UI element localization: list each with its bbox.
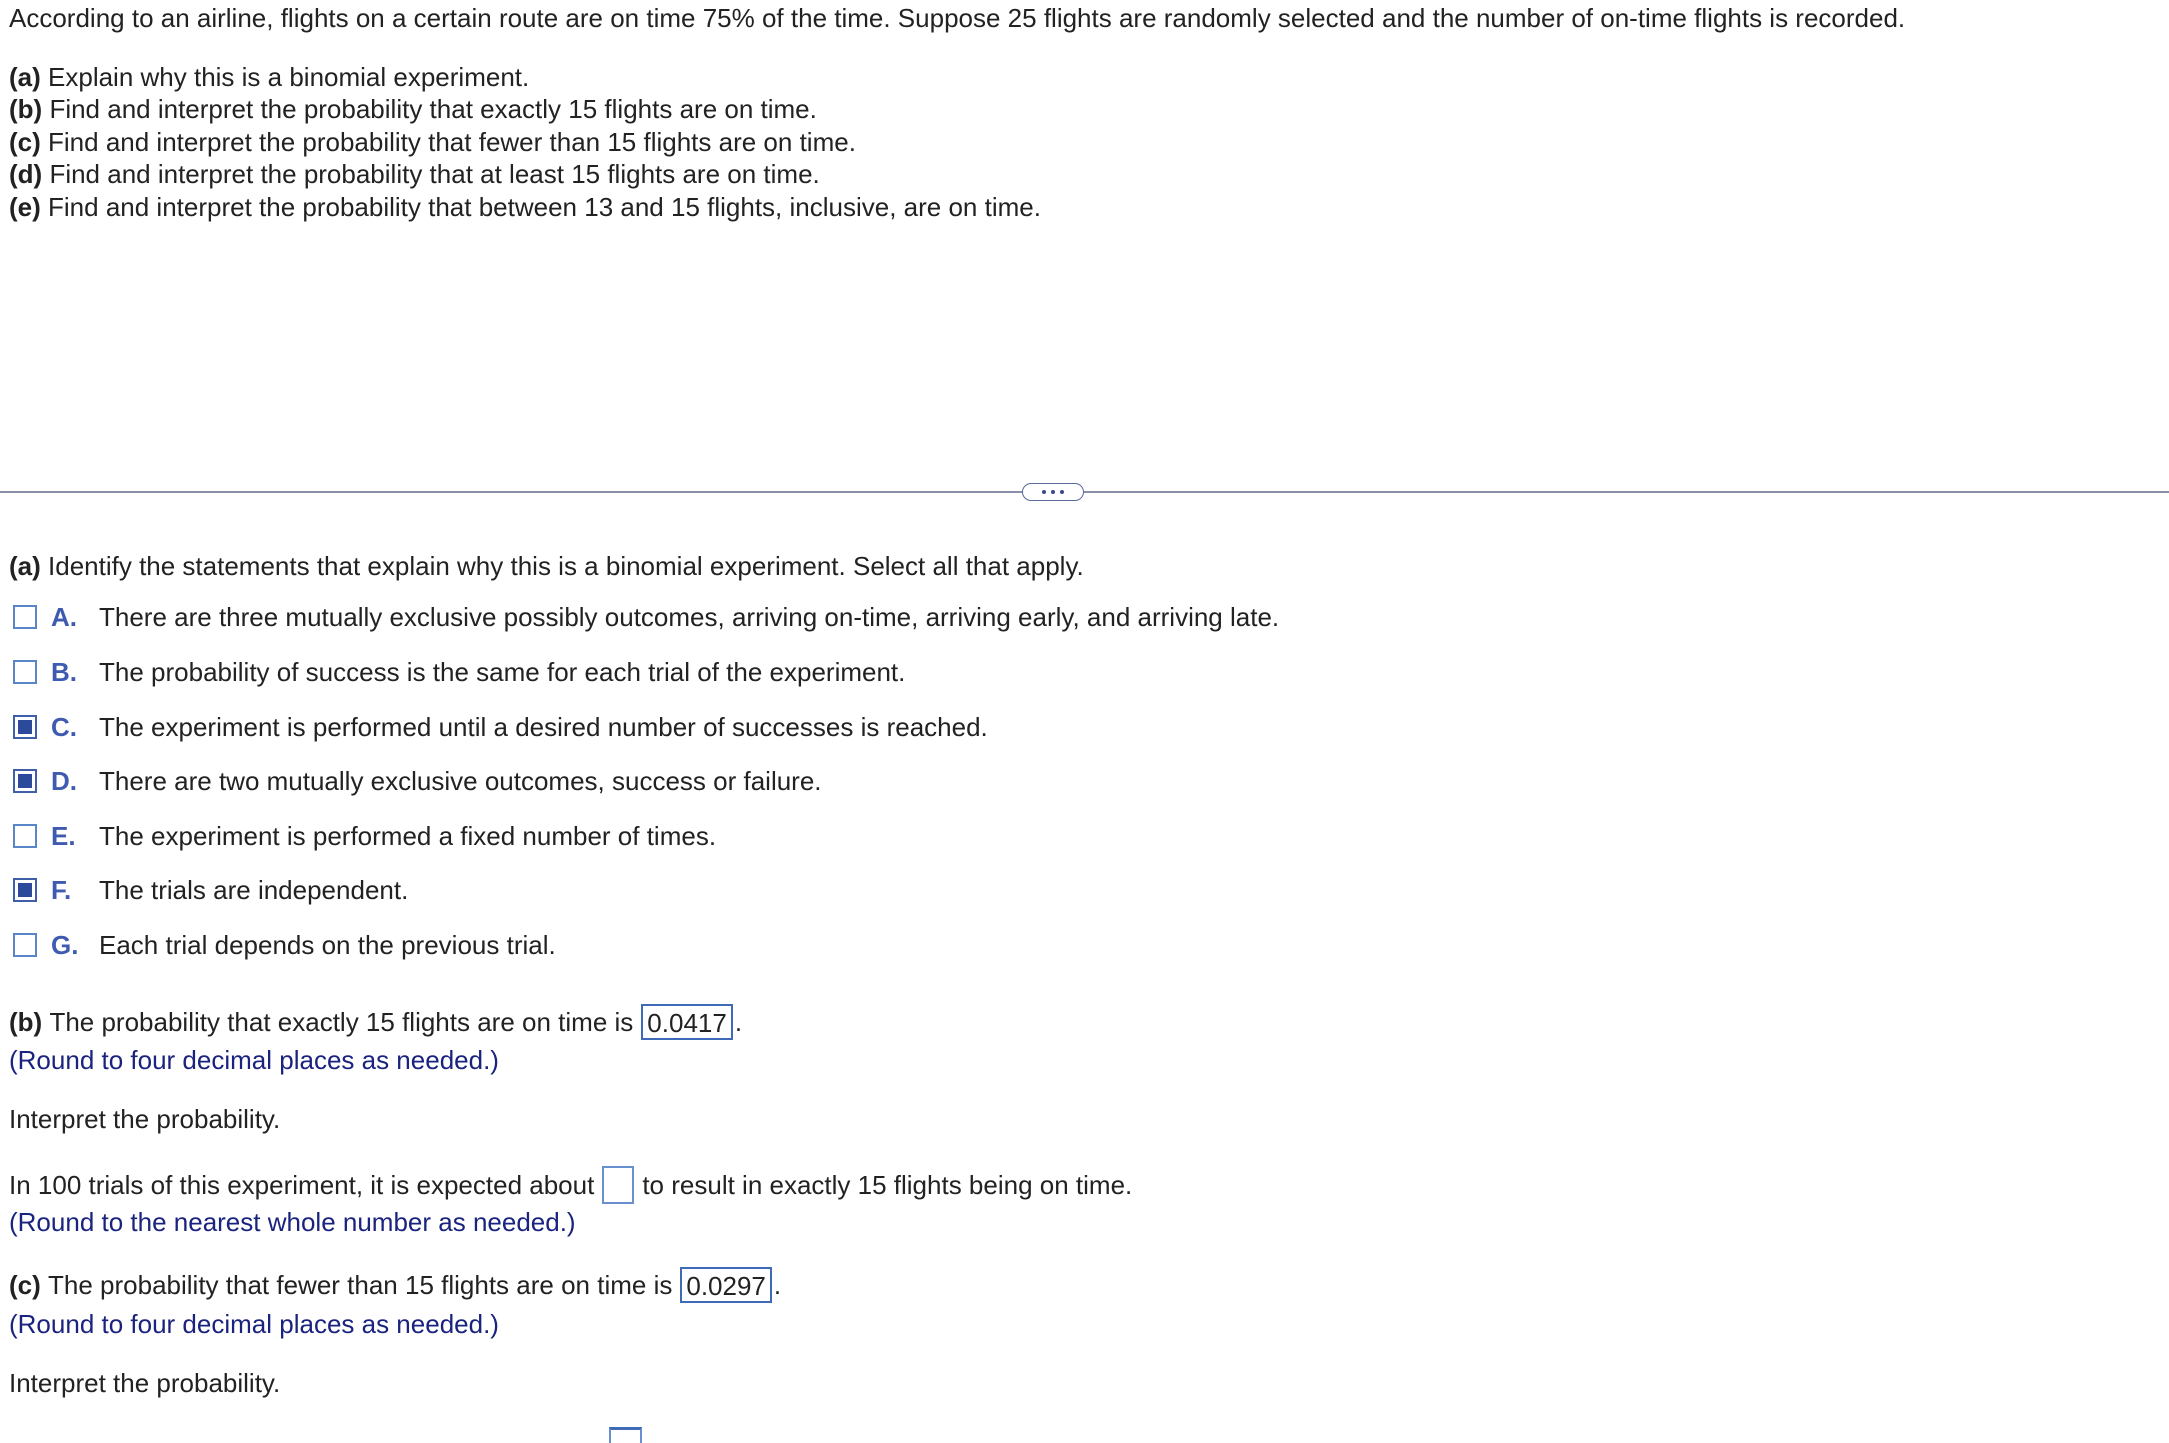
problem-parts (9, 61, 1041, 223)
check-fill-icon (18, 774, 32, 788)
part-tag: (c) (9, 1270, 41, 1300)
expand-more-button[interactable] (1022, 483, 1084, 501)
checkbox[interactable] (13, 660, 37, 684)
part-text: Find and interpret the probability that fewer than 15 flights are on time. (48, 126, 856, 157)
option-text: The experiment is performed until a desired number of successes is reached. (99, 712, 988, 742)
round-note-b: (Round to four decimal places as needed.) (9, 1045, 499, 1075)
part-text: Find and interpret the probability that at least 15 flights are on time. (49, 159, 820, 190)
ellipsis-icon (1060, 490, 1064, 494)
checkbox[interactable] (13, 933, 37, 957)
check-fill-icon (18, 720, 32, 734)
option-letter: B. (51, 657, 77, 687)
problem-part-b (9, 93, 1041, 125)
problem-part-c (9, 126, 1041, 158)
problem-intro (9, 2, 2149, 34)
section-divider (0, 491, 2169, 493)
checkbox-checked[interactable] (13, 878, 37, 902)
checkbox[interactable] (13, 605, 37, 629)
option-d[interactable] (13, 764, 822, 798)
problem-part-e (9, 191, 1041, 223)
part-text: Find and interpret the probability that exactly 15 flights are on time. (49, 94, 817, 125)
option-e[interactable] (13, 819, 716, 853)
option-text: The probability of success is the same for each trial of the experiment. (99, 657, 906, 687)
ellipsis-icon (1042, 490, 1046, 494)
checkbox-checked[interactable] (13, 769, 37, 793)
option-letter: E. (51, 821, 76, 851)
option-letter: C. (51, 712, 77, 742)
prompt-text: The probability that fewer than 15 flights are on time is (48, 1270, 673, 1300)
part-text: Find and interpret the probability that between 13 and 15 flights, inclusive, are on time. (48, 191, 1041, 222)
option-a[interactable] (13, 600, 1279, 634)
option-text: The experiment is performed a fixed number of times. (99, 821, 717, 851)
problem-part-a (9, 61, 1041, 93)
part-tag: (b) (9, 1007, 43, 1037)
part-a-prompt (9, 550, 1084, 582)
answer-input-b[interactable]: 0.0417 (641, 1004, 733, 1040)
answer-input-interpret-c[interactable] (609, 1427, 642, 1443)
answer-input-interpret-b[interactable] (602, 1166, 634, 1204)
round-note-interpret-b: (Round to the nearest whole number as needed.) (9, 1207, 576, 1237)
option-c[interactable] (13, 710, 988, 744)
option-text: There are three mutually exclusive possibly outcomes, arriving on-time, arriving early, and arriving late. (99, 602, 1280, 632)
option-text: Each trial depends on the previous trial. (99, 930, 556, 960)
option-b[interactable] (13, 655, 905, 689)
option-f[interactable] (13, 873, 408, 907)
checkbox-checked[interactable] (13, 715, 37, 739)
option-text: The trials are independent. (99, 875, 409, 905)
answer-input-c[interactable]: 0.0297 (680, 1267, 772, 1303)
option-g[interactable] (13, 928, 556, 962)
prompt-text: The probability that exactly 15 flights are on time is (49, 1007, 634, 1037)
interpret-sentence-b (9, 1164, 1132, 1206)
part-tag: (c) (9, 126, 41, 157)
round-note-c: (Round to four decimal places as needed.) (9, 1309, 499, 1339)
checkbox[interactable] (13, 824, 37, 848)
interpret-label-b: Interpret the probability. (9, 1104, 281, 1134)
check-fill-icon (18, 883, 32, 897)
option-letter: D. (51, 766, 77, 796)
part-c-prompt (9, 1266, 781, 1304)
interpret-after: to result in exactly 15 flights being on time. (642, 1170, 1133, 1200)
problem-part-d (9, 158, 1041, 190)
part-tag: (a) (9, 62, 41, 92)
part-tag: (d) (9, 159, 43, 190)
option-text: There are two mutually exclusive outcomes, success or failure. (99, 766, 822, 796)
option-letter: F. (51, 875, 72, 905)
interpret-before: In 100 trials of this experiment, it is expected about (9, 1170, 595, 1200)
interpret-label-c: Interpret the probability. (9, 1368, 281, 1398)
part-tag: (a) (9, 551, 41, 581)
option-letter: G. (51, 930, 79, 960)
ellipsis-icon (1051, 490, 1055, 494)
prompt-text: Identify the statements that explain why this is a binomial experiment. Select all that apply. (48, 551, 1084, 581)
part-text: Explain why this is a binomial experiment. (48, 62, 530, 92)
problem-statement: According to an airline, flights on a certain route are on time 75% of the time. Suppose 25 flights are randomly selected and the number of on-time flights is recorded. (9, 3, 1906, 33)
period: . (773, 1270, 782, 1300)
option-letter: A. (51, 602, 77, 632)
part-b-prompt (9, 1003, 742, 1041)
period: . (734, 1007, 743, 1037)
part-tag: (e) (9, 191, 41, 222)
part-tag: (b) (9, 94, 43, 125)
